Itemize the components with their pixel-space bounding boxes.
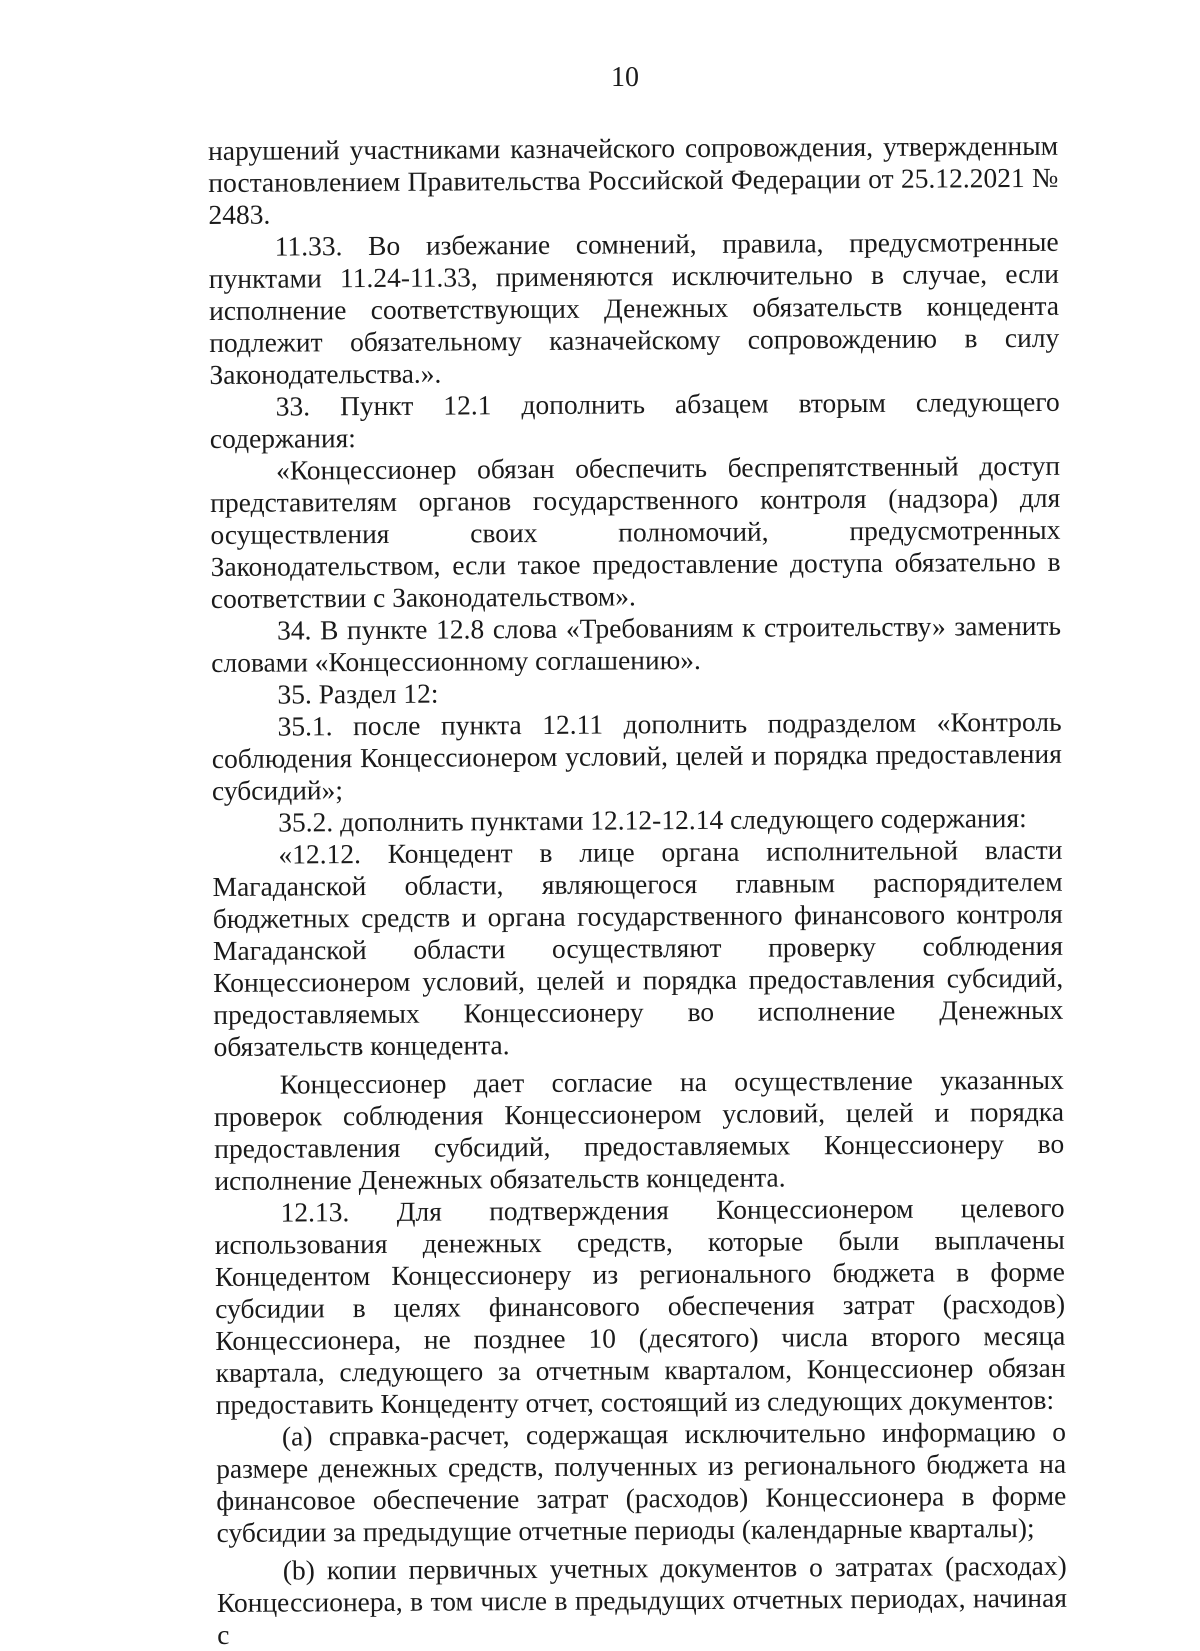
paragraph: 35.2. дополнить пунктами 12.12-12.14 следующего содержания:: [278, 802, 1027, 838]
paragraph: «12.12. Концедент в лице органа исполнительной власти Магаданской области, являющегося главным распорядителем бюджетных средств и органа государственного финансового контроля Магаданской области осуществляют проверку соблюдения Концессионером условий, целей и порядка предоставления субсидий, предоставляемых Концессионеру во исполнение Денежных обязательств концедента.: [212, 833, 1064, 1062]
document-body: [208, 130, 1067, 1651]
paragraph: 11.33. Во избежание сомнений, правила, предусмотренные пунктами 11.24-11.33, применяются исключительно в случае, если исполнение соответствующих Денежных обязательств концедента подлежит обязательному казначейскому сопровождению в силу Законодательства.».: [208, 225, 1060, 390]
paragraph: (b) копии первичных учетных документов о затратах (расходах) Концессионера, в том числе в предыдущих отчетных периодах, начиная с: [216, 1549, 1068, 1650]
paragraph: 33. Пункт 12.1 дополнить абзацем вторым следующего содержания:: [209, 385, 1060, 454]
paragraph: 12.13. Для подтверждения Концессионером целевого использования денежных средств, которые были выплачены Концедентом Концессионеру из регионального бюджета в форме субсидии в целях финансового обеспечения затрат (расходов) Концессионера, не позднее 10 (десятого) числа второго месяца квартала, следующего за отчетным кварталом, Концессионер обязан предоставить Концеденту отчет, состоящий из следующих документов:: [214, 1191, 1066, 1420]
paragraph: 35. Раздел 12:: [277, 677, 439, 710]
paragraph: 34. В пункте 12.8 слова «Требованиям к строительству» заменить словами «Концессионному соглашению».: [211, 609, 1062, 678]
paragraph: «Концессионер обязан обеспечить беспрепятственный доступ представителям органов государственного контроля (надзора) для осуществления своих полномочий, предусмотренных Законодательством, если такое предоставление доступа обязательно в соответствии с Законодательством».: [210, 449, 1061, 614]
page-number: 10: [611, 62, 639, 93]
paragraph: нарушений участниками казначейского сопровождения, утвержденным постановлением Правительства Российской Федерации от 25.12.2021 № 2483.: [208, 129, 1059, 230]
paragraph: (a) справка-расчет, содержащая исключительно информацию о размере денежных средств, полученных из регионального бюджета на финансовое обеспечение затрат (расходов) Концессионера в форме субсидии за предыдущие отчетные периоды (календарные кварталы);: [216, 1415, 1067, 1548]
paragraph: Концессионер дает согласие на осуществление указанных проверок соблюдения Концессионером условий, целей и порядка предоставления субсидий, предоставляемых Концессионеру во исполнение Денежных обязательств концедента.: [213, 1063, 1065, 1196]
paragraph: 35.1. после пункта 12.11 дополнить подразделом «Контроль соблюдения Концессионером условий, целей и порядка предоставления субсидий»;: [211, 705, 1062, 806]
